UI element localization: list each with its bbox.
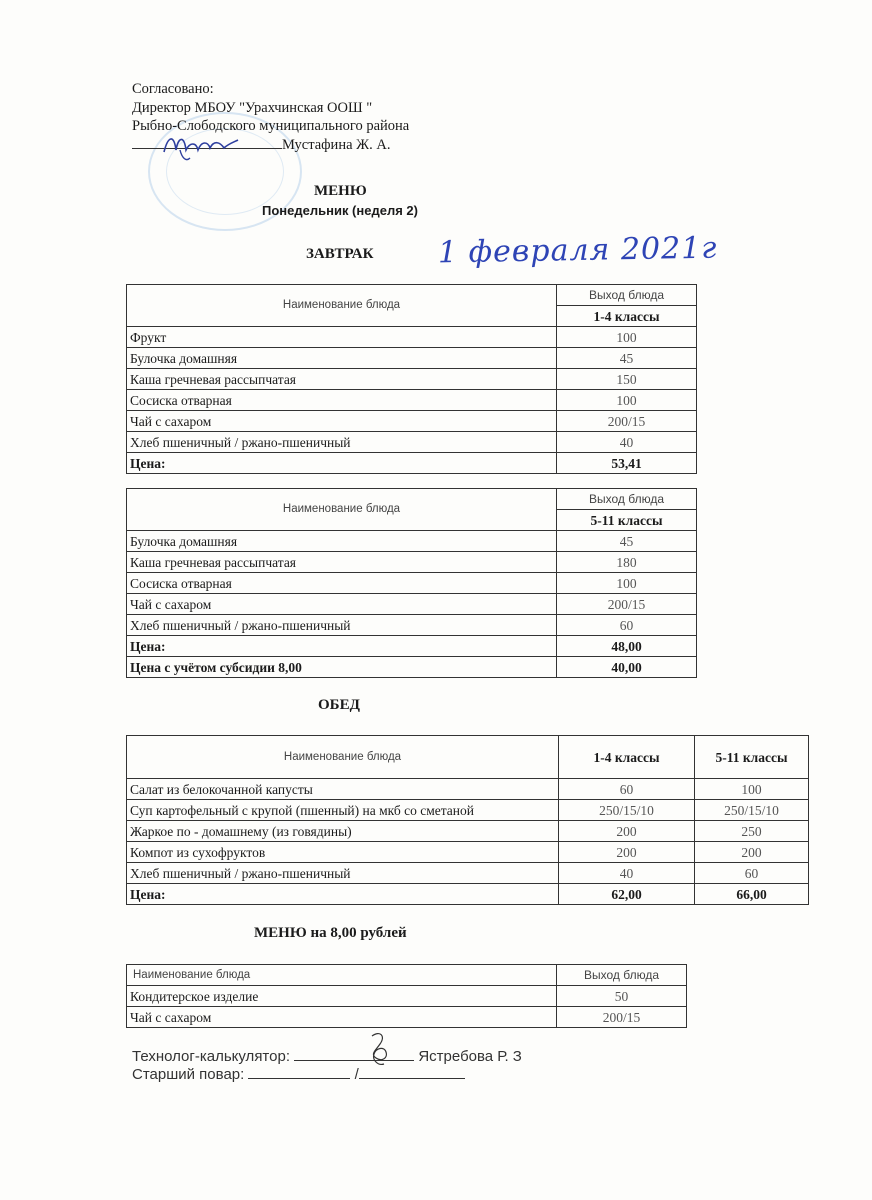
header-senior: 5-11 классы — [695, 736, 809, 779]
dish-name: Хлеб пшеничный / ржано-пшеничный — [127, 863, 559, 884]
table-row — [127, 779, 809, 800]
subsidy-price-value: 40,00 — [557, 657, 697, 678]
header-output: Выход блюда — [557, 965, 687, 986]
header-junior: 1-4 классы — [559, 736, 695, 779]
header-dish-name: Наименование блюда — [127, 489, 557, 531]
table-row — [127, 390, 697, 411]
dish-output: 100 — [557, 573, 697, 594]
lunch-table — [126, 735, 809, 905]
menu8-table — [126, 964, 687, 1028]
breakfast-junior-table — [126, 284, 697, 474]
signature-underline — [294, 1048, 414, 1061]
table-row — [127, 863, 809, 884]
price-row — [127, 884, 809, 905]
dish-name: Чай с сахаром — [127, 1007, 557, 1028]
approval-signer: Мустафина Ж. А. — [282, 136, 391, 153]
dish-output-junior: 40 — [559, 863, 695, 884]
table-row — [127, 800, 809, 821]
dish-output-senior: 100 — [695, 779, 809, 800]
dish-output: 40 — [557, 432, 697, 453]
dish-name: Фрукт — [127, 327, 557, 348]
table-row — [127, 411, 697, 432]
dish-output-junior: 60 — [559, 779, 695, 800]
header-class: 5-11 классы — [557, 510, 697, 531]
signature-underline — [359, 1066, 465, 1079]
dish-output: 200/15 — [557, 594, 697, 615]
dish-name: Сосиска отварная — [127, 573, 557, 594]
handwritten-date: 1 февраля 2021г — [437, 230, 718, 271]
separator-slash: / — [354, 1066, 359, 1083]
table-row — [127, 986, 687, 1007]
price-row — [127, 453, 697, 474]
lunch-title: ОБЕД — [318, 697, 360, 713]
price-label: Цена: — [127, 453, 557, 474]
dish-output: 200/15 — [557, 411, 697, 432]
dish-output: 200/15 — [557, 1007, 687, 1028]
dish-output: 45 — [557, 348, 697, 369]
price-junior: 62,00 — [559, 884, 695, 905]
day-title: Понедельник (неделя 2) — [262, 203, 418, 218]
dish-output-senior: 250 — [695, 821, 809, 842]
dish-output: 180 — [557, 552, 697, 573]
dish-name: Хлеб пшеничный / ржано-пшеничный — [127, 432, 557, 453]
dish-output-junior: 250/15/10 — [559, 800, 695, 821]
table-header-row — [127, 736, 809, 779]
breakfast-title: ЗАВТРАК — [306, 246, 374, 262]
price-row — [127, 636, 697, 657]
table-row — [127, 594, 697, 615]
dish-name: Жаркое по - домашнему (из говядины) — [127, 821, 559, 842]
table-row — [127, 432, 697, 453]
table-header-row — [127, 965, 687, 986]
dish-name: Каша гречневая рассыпчатая — [127, 552, 557, 573]
director-signature — [160, 128, 240, 164]
dish-output: 50 — [557, 986, 687, 1007]
chef-label: Старший повар: — [132, 1066, 245, 1083]
table-row — [127, 369, 697, 390]
dish-output-senior: 250/15/10 — [695, 800, 809, 821]
dish-name: Булочка домашняя — [127, 348, 557, 369]
header-dish-name: Наименование блюда — [127, 736, 559, 779]
dish-output: 100 — [557, 390, 697, 411]
dish-name: Чай с сахаром — [127, 594, 557, 615]
dish-name: Булочка домашняя — [127, 531, 557, 552]
dish-output-junior: 200 — [559, 821, 695, 842]
technologist-name: Ястребова Р. З — [418, 1048, 522, 1065]
header-output: Выход блюда — [557, 489, 697, 510]
price-label: Цена: — [127, 636, 557, 657]
subsidy-price-label: Цена с учётом субсидии 8,00 — [127, 657, 557, 678]
table-row — [127, 348, 697, 369]
chef-line — [132, 1066, 522, 1084]
table-row — [127, 615, 697, 636]
signature-underline — [248, 1066, 350, 1079]
dish-name: Хлеб пшеничный / ржано-пшеничный — [127, 615, 557, 636]
price-senior: 66,00 — [695, 884, 809, 905]
table-row — [127, 1007, 687, 1028]
dish-name: Суп картофельный с крупой (пшенный) на мкб со сметаной — [127, 800, 559, 821]
dish-name: Чай с сахаром — [127, 411, 557, 432]
signatures-block — [132, 1048, 522, 1084]
table-row — [127, 842, 809, 863]
dish-output: 45 — [557, 531, 697, 552]
dish-output-senior: 200 — [695, 842, 809, 863]
table-row — [127, 531, 697, 552]
header-class: 1-4 классы — [557, 306, 697, 327]
table-row — [127, 552, 697, 573]
approval-position: Директор МБОУ "Урахчинская ООШ " — [132, 99, 373, 116]
price-value: 53,41 — [557, 453, 697, 474]
price-value: 48,00 — [557, 636, 697, 657]
dish-output: 100 — [557, 327, 697, 348]
dish-name: Сосиска отварная — [127, 390, 557, 411]
header-dish-name: Наименование блюда — [127, 285, 557, 327]
menu8-title: МЕНЮ на 8,00 рублей — [254, 925, 407, 941]
dish-output-junior: 200 — [559, 842, 695, 863]
table-row — [127, 821, 809, 842]
dish-name: Компот из сухофруктов — [127, 842, 559, 863]
table-header-row — [127, 489, 697, 510]
dish-output-senior: 60 — [695, 863, 809, 884]
table-header-row — [127, 285, 697, 306]
dish-output: 60 — [557, 615, 697, 636]
header-dish-name: Наименование блюда — [127, 965, 557, 986]
menu-title: МЕНЮ — [314, 183, 367, 199]
breakfast-senior-table — [126, 488, 697, 678]
table-row — [127, 573, 697, 594]
subsidy-price-row — [127, 657, 697, 678]
price-label: Цена: — [127, 884, 559, 905]
approval-district: Рыбно-Слободского муниципального района — [132, 118, 410, 134]
table-row — [127, 327, 697, 348]
dish-name: Каша гречневая рассыпчатая — [127, 369, 557, 390]
dish-name: Кондитерское изделие — [127, 986, 557, 1007]
header-output: Выход блюда — [557, 285, 697, 306]
dish-output: 150 — [557, 369, 697, 390]
technologist-label: Технолог-калькулятор: — [132, 1048, 290, 1065]
approval-heading: Согласовано: — [132, 81, 214, 97]
technologist-line — [132, 1048, 522, 1066]
dish-name: Салат из белокочанной капусты — [127, 779, 559, 800]
